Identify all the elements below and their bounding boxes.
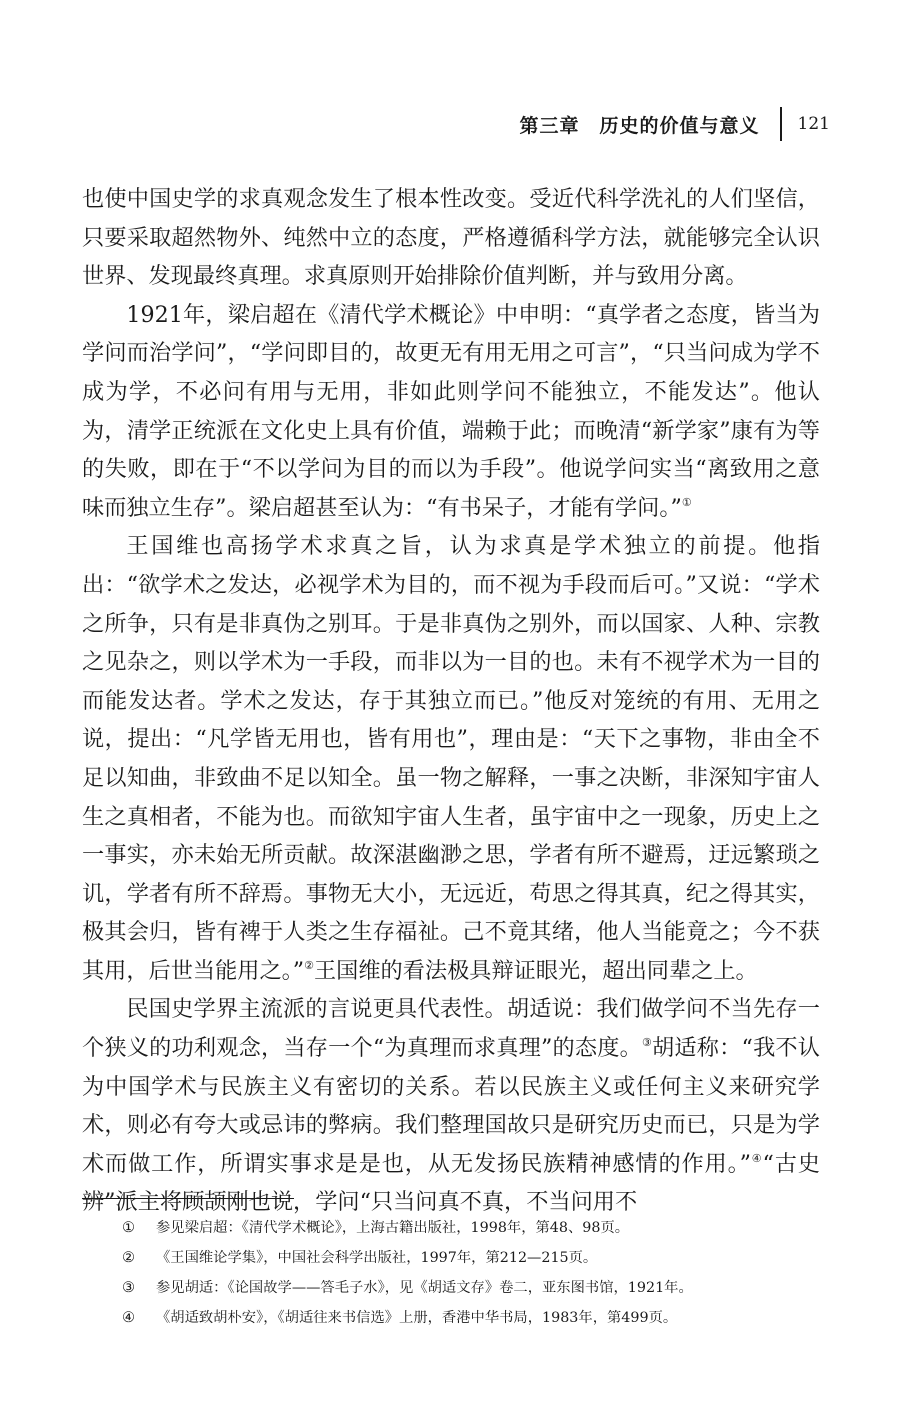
footnote-mark: ④ [122, 1310, 135, 1326]
footnote-ref: ① [681, 495, 692, 509]
footnote-ref: ③ [642, 1036, 653, 1050]
footnote-rule [82, 1198, 294, 1199]
text-run: 也使中国史学的求真观念发生了根本性改变。受近代科学洗礼的人们坚信，只要采取超然物外、纯然中立的态度，严格遵循科学方法，就能够完全认识世界、发现最终真理。求真原则开始排除价值判断，并与致用分离。 [82, 186, 820, 290]
footnote-item [122, 1273, 822, 1303]
paragraph [82, 180, 820, 296]
paragraph [82, 296, 820, 528]
footnote-text: 参见梁启超：《清代学术概论》，上海古籍出版社，1998年，第48、98页。 [156, 1220, 630, 1236]
text-run: 民国史学界主流派的言说更具代表性。胡适说：我们做学问不当先存一个狭义的功利观念，当存一个“为真理而求真理”的态度。 [82, 996, 820, 1062]
running-header [520, 104, 830, 144]
text-run: 王国维也高扬学术求真之旨，认为求真是学术独立的前提。他指出：“欲学术之发达，必视学术为目的，而不视为手段而后可。”又说：“学术之所争，只有是非真伪之别耳。于是非真伪之别外，而以国家、人种、宗教之见杂之，则以学术为一手段，而非以为一目的也。未有不视学术为一目的而能发达者。学术之发达，存于其独立而已。”他反对笼统的有用、无用之说，提出：“凡学皆无用也，皆有用也”，理由是：“天下之事物，非由全不足以知曲，非致曲不足以知全。虽一物之解释，一事之决断，非深知宇宙人生之真相者，不能为也。而欲知宇宙人生者，虽宇宙中之一现象，历史上之一事实，亦未始无所贡献。故深湛幽渺之思，学者有所不避焉，迂远繁琐之讥，学者有所不辞焉。事物无大小，无远近，苟思之得其真，纪之得其实，极其会归，皆有裨于人类之生存福祉。己不竟其绪，他人当能竟之；今不获其用，后世当能用之。” [82, 533, 820, 984]
text-run: 王国维的看法极具辩证眼光，超出同辈之上。 [314, 957, 758, 984]
text-run: 胡适称：“我不认为中国学术与民族主义有密切的关系。若以民族主义或任何主义来研究学术，则必有夸大或忌讳的弊病。我们整理国故只是研究历史而已，只是为学术而做工作，所谓实事求是是也，从无发扬民族精神感情的作用。” [82, 1035, 820, 1177]
footnotes [122, 1213, 822, 1333]
footnote-mark: ③ [122, 1280, 135, 1296]
footnote-item [122, 1213, 822, 1243]
footnote-item [122, 1243, 822, 1273]
text-run: 1921年，梁启超在《清代学术概论》中申明：“真学者之态度，皆当为学问而治学问”，“学问即目的，故更无有用无用之可言”，“只当问成为学不成为学，不必问有用与无用，非如此则学问不能独立，不能发达”。他认为，清学正统派在文化史上具有价值，端赖于此；而晚清“新学家”康有为等的失败，即在于“不以学问为目的而以为手段”。他说学问实当“离致用之意味而独立生存”。梁启超甚至认为：“有书呆子，才能有学问。” [82, 301, 820, 521]
header-separator [780, 107, 782, 141]
footnote-ref: ④ [750, 1151, 763, 1165]
footnote-text: 《胡适致胡朴安》，《胡适往来书信选》上册，香港中华书局，1983年，第499页。 [156, 1310, 678, 1326]
page-number: 121 [797, 114, 830, 134]
footnote-mark: ① [122, 1220, 135, 1236]
body-text [82, 180, 820, 1222]
paragraph [82, 527, 820, 990]
paragraph [82, 990, 820, 1222]
footnote-text: 参见胡适：《论国故学——答毛子水》，见《胡适文存》卷二，亚东图书馆，1921年。 [156, 1280, 693, 1296]
footnote-mark: ② [122, 1250, 135, 1266]
footnote-text: 《王国维论学集》，中国社会科学出版社，1997年，第212—215页。 [156, 1250, 598, 1266]
footnote-ref: ② [304, 958, 314, 972]
text-run: “古史辨”派主将顾颉刚也说，学问“只当问真不真，不当问用不 [82, 1150, 820, 1216]
footnote-item [122, 1303, 822, 1333]
chapter-title: 第三章 历史的价值与意义 [519, 114, 760, 137]
